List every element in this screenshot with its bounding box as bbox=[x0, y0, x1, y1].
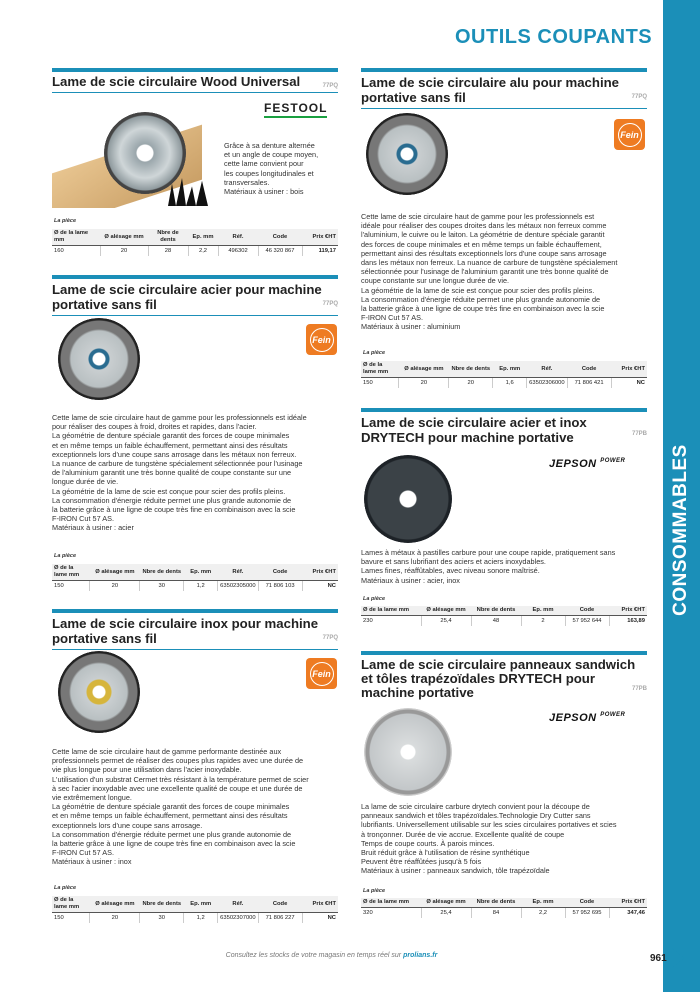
description-line: vie plus longue pour une utilisation dans l'acier inoxydable. bbox=[52, 765, 242, 775]
product-ref-code: 77PB bbox=[631, 686, 647, 692]
unit-label: La pièce bbox=[363, 888, 386, 894]
table-header: Nbre de dents bbox=[140, 896, 184, 913]
description-line: Grâce à sa denture alternée bbox=[224, 141, 315, 150]
description-line: et en même temps un faible échauffement, permettant ainsi des résultats bbox=[52, 440, 288, 450]
table-row bbox=[361, 908, 647, 919]
table-cell: 20 bbox=[449, 378, 493, 389]
table-cell: 28 bbox=[148, 246, 188, 257]
product-description bbox=[224, 141, 336, 196]
table-header: Ø de la lame mm bbox=[52, 564, 90, 581]
product-ref-code: 77PQ bbox=[631, 94, 647, 100]
spec-table bbox=[361, 606, 647, 626]
product-ref-code: 77PQ bbox=[322, 635, 338, 641]
description-line: bavure et sans lubrifiant des aciers et aciers inoxydables. bbox=[361, 557, 546, 567]
description-line: la batterie grâce à une ligne de coupe très fine en combinaison avec la scie bbox=[361, 304, 605, 314]
product-ref-code: 77PB bbox=[631, 431, 647, 437]
table-cell: 63502306000 bbox=[527, 378, 567, 389]
table-cell: 30 bbox=[140, 581, 184, 592]
description-line: L'utilisation d'un substrat Cermet très résistant à la température permet de scier bbox=[52, 774, 309, 784]
table-header: Code bbox=[258, 896, 302, 913]
table-cell: 1,2 bbox=[184, 581, 218, 592]
table-header: Ep. mm bbox=[184, 564, 218, 581]
description-line: Temps de coupe courts. À parois minces. bbox=[361, 838, 495, 848]
product-description bbox=[361, 802, 649, 876]
table-row bbox=[52, 246, 338, 257]
table-cell: 119,17 bbox=[318, 248, 336, 254]
product-description bbox=[52, 747, 338, 867]
description-line: Matériaux à usiner : acier, inox bbox=[361, 575, 460, 585]
table-cell: 320 bbox=[361, 908, 421, 919]
description-line: La géométrie de denture spéciale garantit des forces de coupe minimales bbox=[52, 802, 290, 812]
festool-logo: FESTOOL bbox=[264, 101, 327, 118]
description-line: l'aluminium, le cuivre ou le laiton. La géométrie de denture spéciale garantit bbox=[361, 230, 605, 240]
description-line: La nuance de carbure de tungstène spécialement sélectionnée pour l'usinage bbox=[52, 459, 303, 469]
description-line: lubrifiants. Universellement utilisable sur les scies circulaires portatives et scies bbox=[361, 820, 617, 830]
table-header: Prix €HT bbox=[609, 606, 647, 616]
description-line: Cette lame de scie circulaire haut de gamme pour les professionnels est idéale bbox=[52, 413, 307, 422]
description-line: à tronçonner. Durée de vie accrue. Excellente qualité de coupe bbox=[361, 829, 565, 839]
table-header: Code bbox=[567, 361, 611, 378]
product-card-alu bbox=[361, 68, 647, 109]
table-row bbox=[361, 616, 647, 627]
product-description bbox=[52, 413, 338, 533]
description-line: La consommation d'énergie réduite permet une plus grande autonomie de bbox=[52, 495, 292, 505]
table-header: Nbre de dents bbox=[471, 606, 521, 616]
product-title: Lame de scie circulaire inox pour machine portative sans fil bbox=[52, 616, 319, 646]
table-header: Prix €HT bbox=[302, 896, 338, 913]
description-line: longue durée de vie. bbox=[52, 477, 119, 487]
table-header: Prix €HT bbox=[611, 361, 647, 378]
description-line: F-IRON Cut 57 AS. bbox=[361, 313, 424, 323]
table-header: Ø alésage mm bbox=[100, 229, 148, 246]
table-cell: 25,4 bbox=[421, 908, 471, 919]
table-cell: 25,4 bbox=[421, 616, 471, 627]
product-card-inox bbox=[52, 609, 338, 650]
saw-blade-photo bbox=[58, 318, 140, 400]
product-description bbox=[361, 548, 649, 585]
table-header: Ø de la lame mm bbox=[361, 361, 399, 378]
description-line: les coupes longitudinales et bbox=[224, 168, 314, 178]
table-header: Ø alésage mm bbox=[421, 606, 471, 616]
table-header: Nbre de dents bbox=[471, 898, 521, 908]
table-header: Prix €HT bbox=[609, 898, 647, 908]
table-cell: 496302 bbox=[218, 246, 258, 257]
description-line: dans les métaux non ferreux. La nuance de carbure de tungstène spécialement bbox=[361, 258, 618, 268]
description-line: à sec l'acier inoxydable avec une excellente qualité de coupe et une durée de bbox=[52, 783, 303, 793]
table-cell: 63502307000 bbox=[218, 913, 258, 924]
page-header-title: OUTILS COUPANTS bbox=[455, 26, 653, 48]
description-line: F-IRON Cut 57 AS. bbox=[52, 514, 115, 524]
description-line: des forces de coupe minimales et en même temps un faible échauffement, bbox=[361, 239, 602, 249]
table-cell: 2,2 bbox=[521, 908, 565, 919]
saw-blade-photo bbox=[364, 708, 452, 796]
saw-blade-photo bbox=[366, 113, 448, 195]
saw-blade-photo bbox=[58, 651, 140, 733]
table-header: Code bbox=[565, 898, 609, 908]
description-line: Lames fines, réaffûtables, avec niveau sonore maîtrisé. bbox=[361, 566, 540, 576]
description-line: Matériaux à usiner : inox bbox=[52, 857, 132, 867]
table-header: Nbre de dents bbox=[140, 564, 184, 581]
description-line: Matériaux à usiner : acier bbox=[52, 523, 134, 533]
spec-table bbox=[52, 896, 338, 923]
table-cell: 20 bbox=[100, 246, 148, 257]
product-description bbox=[361, 212, 649, 332]
table-cell: 71 806 227 bbox=[258, 913, 302, 924]
unit-label: La pièce bbox=[54, 218, 77, 224]
fein-logo: Fein bbox=[306, 658, 337, 689]
table-cell: 20 bbox=[399, 378, 449, 389]
description-line: la batterie grâce à une ligne de coupe très fine en combinaison avec la scie bbox=[52, 839, 296, 849]
table-header: Réf. bbox=[218, 229, 258, 246]
table-cell: 71 806 421 bbox=[567, 378, 611, 389]
description-line: et en même temps un faible échauffement, permettant ainsi des résultats bbox=[52, 811, 288, 821]
description-line: La consommation d'énergie réduite permet une plus grande autonomie de bbox=[52, 829, 292, 839]
description-line: Cette lame de scie circulaire haut de gamme pour les professionnels est bbox=[361, 212, 595, 221]
next-page-arrow-icon[interactable] bbox=[672, 948, 684, 968]
table-cell: 30 bbox=[140, 913, 184, 924]
product-ref-code: 77PQ bbox=[322, 83, 338, 89]
table-header: Nbre de dents bbox=[148, 229, 188, 246]
table-cell: 163,89 bbox=[627, 618, 645, 624]
table-header: Prix €HT bbox=[302, 564, 338, 581]
table-header: Ø alésage mm bbox=[90, 896, 140, 913]
description-line: Matériaux à usiner : panneaux sandwich, tôle trapézoïdale bbox=[361, 866, 550, 876]
saw-blade-photo bbox=[364, 455, 452, 543]
footer-note: Consultez les stocks de votre magasin en temps réel sur prolians.fr bbox=[225, 952, 438, 959]
description-line: panneaux sandwich et tôles trapézoïdales.Technologie Dry Cutter sans bbox=[361, 811, 591, 821]
table-cell: 1,2 bbox=[184, 913, 218, 924]
description-line: Bruit réduit grâce à l'utilisation de résine synthétique bbox=[361, 848, 530, 858]
table-cell: 1,6 bbox=[493, 378, 527, 389]
table-cell: 230 bbox=[361, 616, 421, 627]
table-header: Ø alésage mm bbox=[421, 898, 471, 908]
table-header: Code bbox=[565, 606, 609, 616]
description-line: La consommation d'énergie réduite permet une plus grande autonomie de bbox=[361, 294, 601, 304]
description-line: et un angle de coupe moyen, bbox=[224, 150, 319, 160]
table-header: Ep. mm bbox=[188, 229, 218, 246]
description-line: sélectionnée pour l'usinage de l'aluminium garantit une très bonne qualité de bbox=[361, 267, 609, 277]
table-cell: 48 bbox=[471, 616, 521, 627]
description-line: La géométrie de denture spéciale garantit des forces de coupe minimales bbox=[52, 431, 290, 441]
table-cell: 71 806 103 bbox=[258, 581, 302, 592]
table-cell: NC bbox=[327, 583, 336, 589]
description-line: Matériaux à usiner : aluminium bbox=[361, 322, 461, 332]
product-card-wood bbox=[52, 68, 338, 93]
unit-label: La pièce bbox=[54, 885, 77, 891]
table-header: Ø de la lame mm bbox=[52, 896, 90, 913]
unit-label: La pièce bbox=[363, 350, 386, 356]
page-number: 961 bbox=[650, 953, 667, 964]
description-line: pour réaliser des coupes à froid, droites et rapides, dans l'acier. bbox=[52, 422, 257, 432]
description-line: Peuvent être réaffûtées jusqu'à 5 fois bbox=[361, 857, 482, 867]
table-cell: 84 bbox=[471, 908, 521, 919]
wood-saw-photo bbox=[52, 104, 217, 208]
table-row bbox=[52, 581, 338, 592]
spec-table bbox=[52, 564, 338, 591]
table-cell: 20 bbox=[90, 581, 140, 592]
table-cell: 2,2 bbox=[188, 246, 218, 257]
table-header: Ø alésage mm bbox=[399, 361, 449, 378]
table-header: Code bbox=[258, 564, 302, 581]
jepson-logo: JEPSON $^{POWER}$ bbox=[549, 458, 626, 470]
side-category-label: CONSOMMABLES bbox=[670, 444, 691, 616]
unit-label: La pièce bbox=[363, 596, 386, 602]
table-cell: 63502305000 bbox=[218, 581, 258, 592]
table-row bbox=[52, 913, 338, 924]
table-row bbox=[361, 378, 647, 389]
table-cell: 150 bbox=[52, 913, 90, 924]
table-header: Réf. bbox=[218, 896, 258, 913]
table-cell: 46 320 867 bbox=[258, 246, 302, 257]
table-cell: 347,46 bbox=[627, 910, 645, 916]
table-header: Nbre de dents bbox=[449, 361, 493, 378]
table-cell: 160 bbox=[52, 246, 100, 257]
description-line: transversales. bbox=[224, 177, 270, 187]
description-line: de l'aluminium garantit une très bonne qualité de coupe constante sur une bbox=[52, 468, 292, 478]
description-line: F-IRON Cut 57 AS. bbox=[52, 848, 115, 858]
table-header: Ep. mm bbox=[521, 898, 565, 908]
table-cell: 150 bbox=[361, 378, 399, 389]
description-line: cette lame convient pour bbox=[224, 159, 304, 169]
description-line: Lames à métaux à pastilles carbure pour une coupe rapide, pratiquement sans bbox=[361, 548, 616, 557]
table-cell: 57 952 695 bbox=[565, 908, 609, 919]
table-header: Prix €HT bbox=[302, 229, 338, 246]
table-header: Ø de la lame mm bbox=[361, 898, 421, 908]
product-title: Lame de scie circulaire Wood Universal bbox=[52, 74, 301, 89]
description-line: Matériaux à usiner : bois bbox=[224, 187, 304, 197]
product-title: Lame de scie circulaire acier pour machine portative sans fil bbox=[52, 282, 322, 312]
product-title: Lame de scie circulaire panneaux sandwich et tôles trapézoïdales DRYTECH pour machine portative bbox=[361, 657, 636, 700]
table-cell: 57 952 644 bbox=[565, 616, 609, 627]
description-line: la batterie grâce à une ligne de coupe très fine en combinaison avec la scie bbox=[52, 505, 296, 515]
footer-link[interactable]: prolians.fr bbox=[403, 952, 438, 959]
table-header: Code bbox=[258, 229, 302, 246]
product-card-drytech-sandwich bbox=[361, 651, 647, 700]
table-header: Ep. mm bbox=[521, 606, 565, 616]
table-header: Ep. mm bbox=[493, 361, 527, 378]
description-line: vie extrêmement longue. bbox=[52, 793, 132, 803]
product-card-steel bbox=[52, 275, 338, 316]
description-line: idéale pour réaliser des coupes droites dans les métaux non ferreux comme bbox=[361, 221, 607, 231]
table-header: Réf. bbox=[527, 361, 567, 378]
description-line: exceptionnels lors d'une coupe sans arrosage. bbox=[52, 820, 203, 830]
fein-logo: Fein bbox=[614, 119, 645, 150]
table-cell: 2 bbox=[521, 616, 565, 627]
spec-table bbox=[361, 898, 647, 918]
product-title: Lame de scie circulaire alu pour machine portative sans fil bbox=[361, 75, 619, 105]
table-header: Ø de la lame mm bbox=[361, 606, 421, 616]
spec-table bbox=[361, 361, 647, 388]
description-line: exceptionnels lors d'une coupe sans arrosage dans les métaux non ferreux. bbox=[52, 449, 297, 459]
jepson-logo: JEPSON $^{POWER}$ bbox=[549, 712, 626, 724]
table-header: Ep. mm bbox=[184, 896, 218, 913]
description-line: La géométrie de la lame de scie est conçue pour scier des profils pleins. bbox=[361, 285, 595, 295]
product-card-drytech-steel bbox=[361, 408, 647, 445]
table-cell: 150 bbox=[52, 581, 90, 592]
product-title: Lame de scie circulaire acier et inox DRYTECH pour machine portative bbox=[361, 415, 587, 445]
product-ref-code: 77PQ bbox=[322, 301, 338, 307]
spec-table bbox=[52, 229, 338, 256]
table-cell: NC bbox=[327, 915, 336, 921]
table-header: Réf. bbox=[218, 564, 258, 581]
unit-label: La pièce bbox=[54, 553, 77, 559]
table-cell: NC bbox=[636, 380, 645, 386]
description-line: La lame de scie circulaire carbure drytech convient pour la découpe de bbox=[361, 802, 590, 811]
table-cell: 20 bbox=[90, 913, 140, 924]
description-line: coupe constante sur une longue durée de vie. bbox=[361, 276, 510, 286]
description-line: La géométrie de la lame de scie est conçue pour scier des profils pleins. bbox=[52, 486, 286, 496]
table-header: Ø alésage mm bbox=[90, 564, 140, 581]
description-line: professionnels permet de réaliser des coupes plus rapides avec une durée de bbox=[52, 756, 304, 766]
fein-logo: Fein bbox=[306, 324, 337, 355]
description-line: Cette lame de scie circulaire haut de gamme performante destinée aux bbox=[52, 747, 282, 756]
table-header: Ø de la lame mm bbox=[52, 229, 100, 246]
description-line: permettant ainsi des résultats exceptionnels lors d'une coupe sans arrosage bbox=[361, 248, 607, 258]
